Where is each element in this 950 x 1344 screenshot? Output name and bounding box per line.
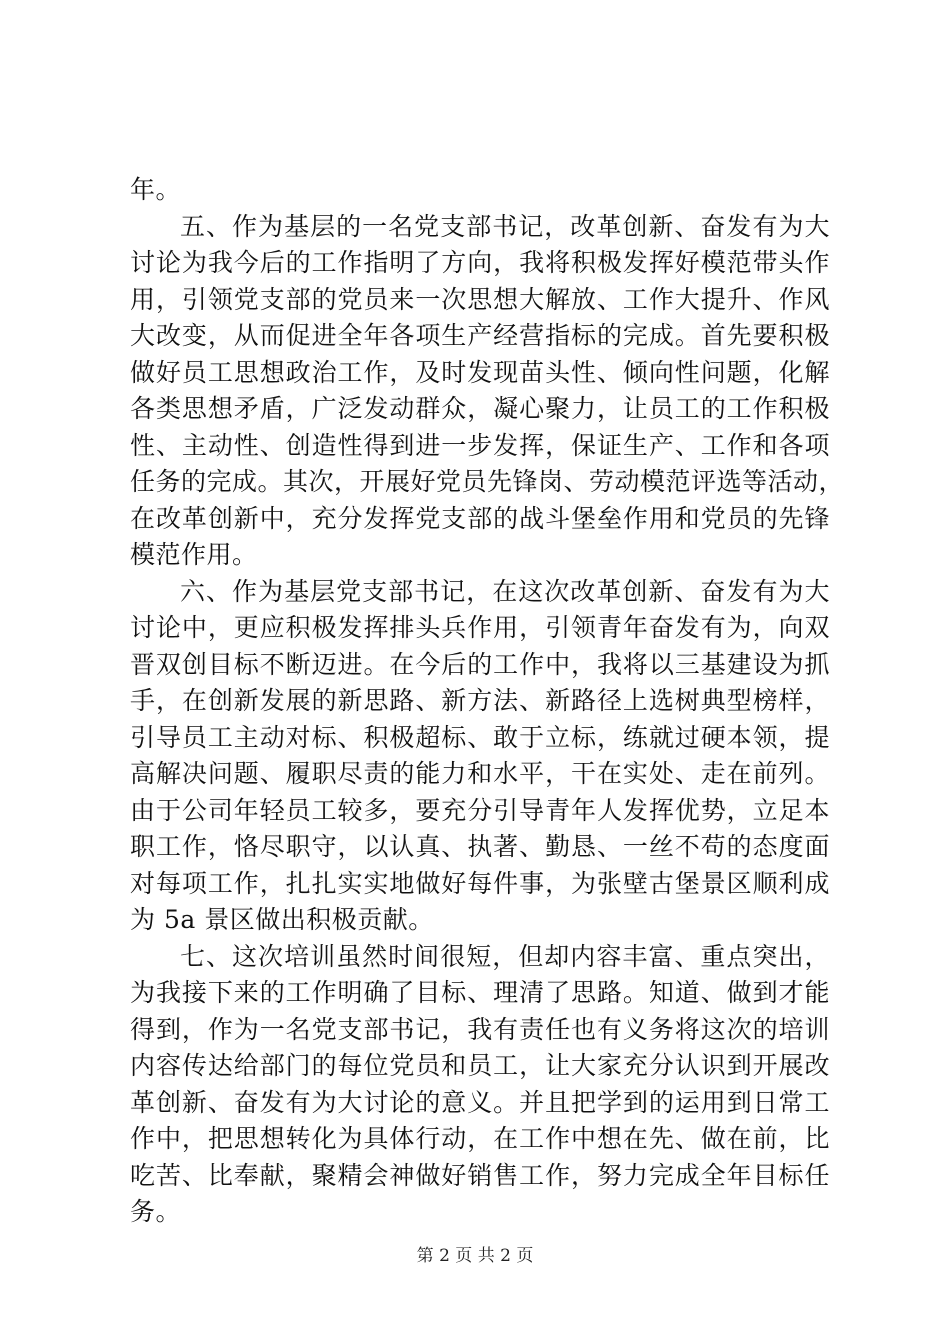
- text-line: 做好员工思想政治工作，及时发现苗头性、倾向性问题，化解: [130, 357, 830, 387]
- text-line: 任务的完成。其次，开展好党员先锋岗、劳动模范评选等活动，: [130, 467, 845, 496]
- text-line: 革创新、奋发有为大讨论的意义。并且把学到的运用到日常工: [130, 1087, 830, 1117]
- text-line: 为我接下来的工作明确了目标、理清了思路。知道、做到才能: [130, 978, 830, 1007]
- text-line: 五、作为基层的一名党支部书记，改革创新、奋发有为大: [180, 211, 830, 241]
- text-line: 年。: [130, 175, 182, 204]
- text-line: 七、这次培训虽然时间很短，但却内容丰富、重点突出，: [180, 941, 830, 971]
- text-line: 吃苦、比奉献，聚精会神做好销售工作，努力完成全年目标任: [130, 1160, 830, 1190]
- text-line: 各类思想矛盾，广泛发动群众，凝心聚力，让员工的工作积极: [130, 394, 830, 423]
- text-line: 用，引领党支部的党员来一次思想大解放、工作大提升、作风: [130, 284, 830, 314]
- text-line: 务。: [130, 1197, 182, 1226]
- text-line: 为 5a 景区做出积极贡献。: [130, 905, 434, 934]
- text-line: 大改变，从而促进全年各项生产经营指标的完成。首先要积极: [130, 321, 830, 350]
- text-line: 职工作，恪尽职守，以认真、执著、勤恳、一丝不苟的态度面: [130, 832, 830, 861]
- text-line: 得到，作为一名党支部书记，我有责任也有义务将这次的培训: [130, 1014, 830, 1044]
- text-line: 性、主动性、创造性得到进一步发挥，保证生产、工作和各项: [130, 430, 830, 460]
- text-line: 晋双创目标不断迈进。在今后的工作中，我将以三基建设为抓: [130, 649, 830, 679]
- text-line: 讨论为我今后的工作指明了方向，我将积极发挥好模范带头作: [130, 248, 830, 277]
- text-line: 手，在创新发展的新思路、新方法、新路径上选树典型榜样，: [130, 686, 830, 715]
- text-line: 对每项工作，扎扎实实地做好每件事，为张壁古堡景区顺利成: [130, 868, 830, 898]
- text-line: 由于公司年轻员工较多，要充分引导青年人发挥优势，立足本: [130, 795, 830, 825]
- text-line: 在改革创新中，充分发挥党支部的战斗堡垒作用和党员的先锋: [130, 503, 830, 533]
- text-line: 高解决问题、履职尽责的能力和水平，干在实处、走在前列。: [130, 759, 830, 788]
- body-text: [130, 172, 845, 1231]
- page-footer: 第 2 页 共 2 页: [416, 1246, 534, 1266]
- text-line: 模范作用。: [130, 540, 258, 569]
- text-line: 引导员工主动对标、积极超标、敢于立标，练就过硬本领，提: [130, 722, 830, 752]
- text-line: 六、作为基层党支部书记，在这次改革创新、奋发有为大: [180, 576, 830, 606]
- text-line: 讨论中，更应积极发挥排头兵作用，引领青年奋发有为，向双: [130, 613, 830, 642]
- text-line: 作中，把思想转化为具体行动，在工作中想在先、做在前，比: [130, 1124, 830, 1153]
- text-line: 内容传达给部门的每位党员和员工，让大家充分认识到开展改: [130, 1051, 830, 1080]
